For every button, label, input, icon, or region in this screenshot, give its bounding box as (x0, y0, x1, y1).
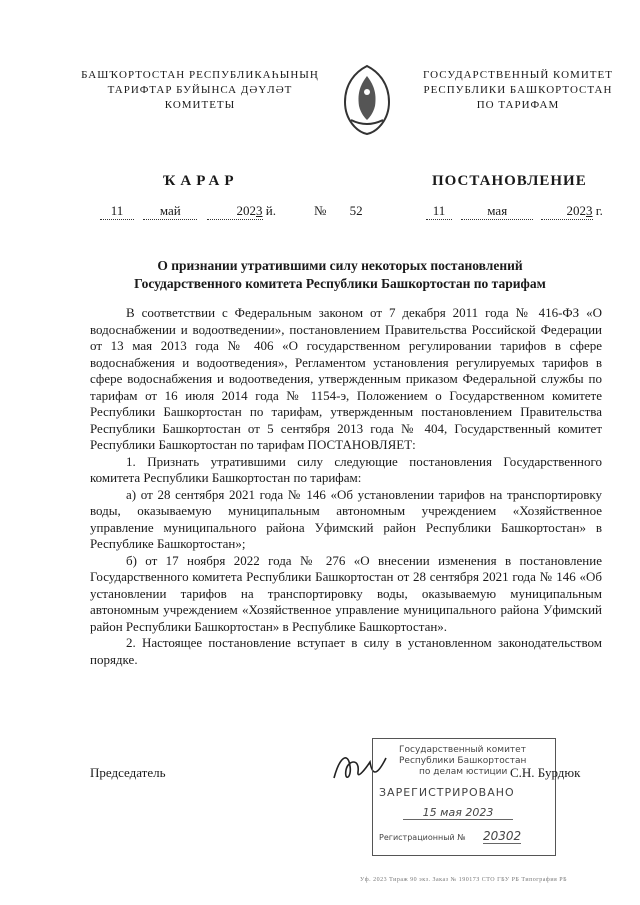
date-left-month: май (143, 203, 197, 220)
paragraph-item-b: б) от 17 ноября 2022 года № 276 «О внесении изменения в постановление Государственного комитета Республики Башкортостан от 28 сентября 2021 года № 146 «Об установлении тарифов на транспортировку воды, оказываемую муниципальным автономным учреждением «Хозяйственное управление муниципального района Уфимский район Республики Башкортостан» в Республике Башкортостан». (90, 552, 602, 634)
header-left-line: ТАРИФТАР БУЙЫНСА ДӘҮЛӘТ (107, 84, 293, 96)
date-right-year-digit: 3 (586, 203, 593, 218)
paragraph-item-1: 1. Признать утратившими силу следующие постановления Государственного комитета Республики Башкортостан по тарифам: (90, 453, 602, 485)
paragraph-item-a: а) от 28 сентября 2021 года № 146 «Об установлении тарифов на транспортировку воды, оказываемую муниципальным автономным учреждением «Хозяйственное управление муниципального района Уфимский район Республики Башкортостан» в Республике Башкортостан»; (90, 486, 602, 551)
date-left (100, 203, 276, 220)
header-right-line: РЕСПУБЛИКИ БАШКОРТОСТАН (423, 84, 613, 96)
header-right-line: ПО ТАРИФАМ (476, 99, 560, 111)
document-body (90, 305, 602, 668)
stamp-registered: ЗАРЕГИСТРИРОВАНО (379, 786, 515, 799)
date-left-suffix: й. (265, 203, 276, 218)
date-right (426, 203, 603, 220)
doc-type-right: ПОСТАНОВЛЕНИЕ (432, 173, 587, 189)
header-right-line: ГОСУДАРСТВЕННЫЙ КОМИТЕТ (423, 69, 613, 81)
paragraph-preamble: В соответствии с Федеральным законом от 7 декабря 2011 года № 416-ФЗ «О водоснабжении и водоотведении», постановлением Правительства Российской Федерации от 13 мая 2013 года № 406 «О государственном регулировании тарифов в сфере водоснабжения и водоотведения», Регламентом установления регулируемых тарифов в сфере водоснабжения и водоотведения, утвержденным приказом Федеральной службы по тарифам от 16 июля 2014 года № 1154-э, Положением о Государственном комитете Республики Башкортостан по тарифам, утвержденным постановлением Правительства Республики Башкортостан от 5 сентября 2013 года № 404, Государственный комитет Республики Башкортостан по тарифам ПОСТАНОВЛЯЕТ: (90, 305, 602, 452)
document-title (60, 257, 620, 293)
date-right-day: 11 (426, 203, 452, 220)
header-left (80, 68, 320, 113)
paragraph-item-2: 2. Настоящее постановление вступает в силу в установленном законодательством порядке. (90, 635, 602, 667)
stamp-reg-number: 20302 (483, 829, 522, 843)
print-footer: Уф. 2023 Тираж 90 экз. Заказ № 19017З СТО ГБУ РБ Типография РБ (360, 877, 568, 883)
date-left-day: 11 (100, 203, 134, 220)
doc-type-left: ҠАРАР (163, 173, 239, 189)
date-right-month: мая (461, 203, 533, 220)
registration-stamp (372, 738, 556, 856)
date-left-year-prefix: 202 (236, 203, 256, 218)
title-line: О признании утратившими силу некоторых постановлений (157, 258, 523, 273)
emblem-icon (335, 62, 399, 138)
stamp-line: по делам юстиции (419, 767, 508, 777)
stamp-line: Государственный комитет (399, 745, 526, 755)
signatory-name: С.Н. Бурдюк (510, 765, 581, 780)
title-line: Государственного комитета Республики Башкортостан по тарифам (134, 276, 546, 291)
date-left-year-digit: 3 (256, 203, 263, 218)
header-left-line: КОМИТЕТЫ (164, 99, 236, 111)
date-right-suffix: г. (595, 203, 603, 218)
signatory-title: Председатель (90, 765, 166, 780)
number-label: № (314, 203, 327, 218)
stamp-line: Республики Башкортостан (399, 756, 527, 766)
stamp-date: 15 мая 2023 (403, 806, 513, 820)
doc-number (314, 203, 363, 219)
date-right-year-prefix: 202 (566, 203, 586, 218)
number-value: 52 (349, 203, 363, 218)
header-left-line: БАШҠОРТОСТАН РЕСПУБЛИКАҺЫНЫҢ (81, 69, 319, 81)
header-right (408, 68, 628, 113)
stamp-reg-label: Регистрационный № (379, 833, 466, 842)
